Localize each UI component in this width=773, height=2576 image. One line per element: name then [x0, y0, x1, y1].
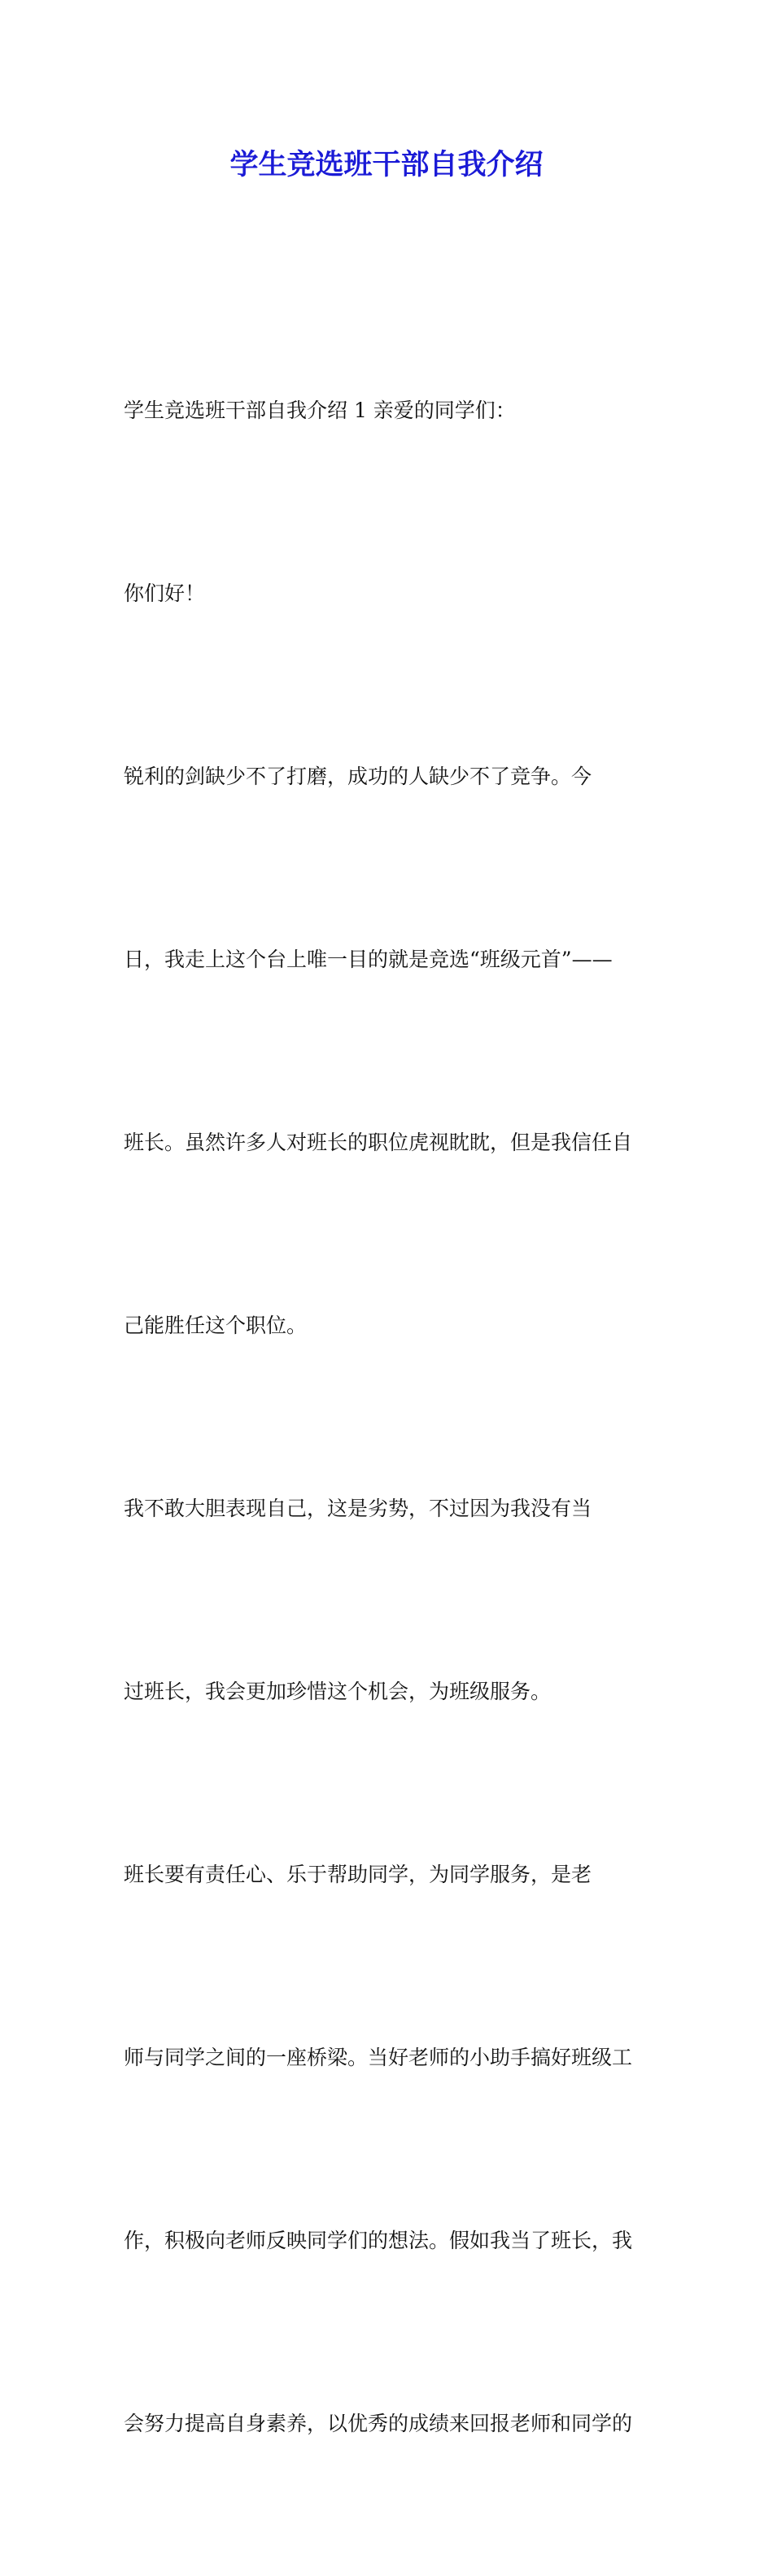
- text-line: 学生竞选班干部自我介绍 1 亲爱的同学们：: [124, 399, 516, 422]
- text-line: 班长要有责任心、乐于帮助同学，为同学服务，是老: [124, 1863, 592, 1886]
- text-line: 你们好！: [124, 582, 206, 605]
- text-line: 作，积极向老师反映同学们的想法。假如我当了班长，我: [124, 2229, 633, 2252]
- text-line: 日，我走上这个台上唯一目的就是竞选“班级元首”——: [124, 948, 613, 971]
- text-line: 师与同学之间的一座桥梁。当好老师的小助手搞好班级工: [124, 2046, 633, 2069]
- text-line: 会努力提高自身素养，以优秀的成绩来回报老师和同学的: [124, 2412, 633, 2435]
- document-body: [124, 258, 644, 2576]
- text-line: 我不敢大胆表现自己，这是劣势，不过因为我没有当: [124, 1497, 592, 1520]
- document-title: 学生竞选班干部自我介绍: [229, 148, 544, 181]
- text-line: 锐利的剑缺少不了打磨，成功的人缺少不了竞争。今: [124, 765, 592, 788]
- text-line: 己能胜任这个职位。: [124, 1314, 308, 1337]
- text-line: 班长。虽然许多人对班长的职位虎视眈眈，但是我信任自: [124, 1131, 633, 1154]
- text-line: 过班长，我会更加珍惜这个机会，为班级服务。: [124, 1680, 552, 1703]
